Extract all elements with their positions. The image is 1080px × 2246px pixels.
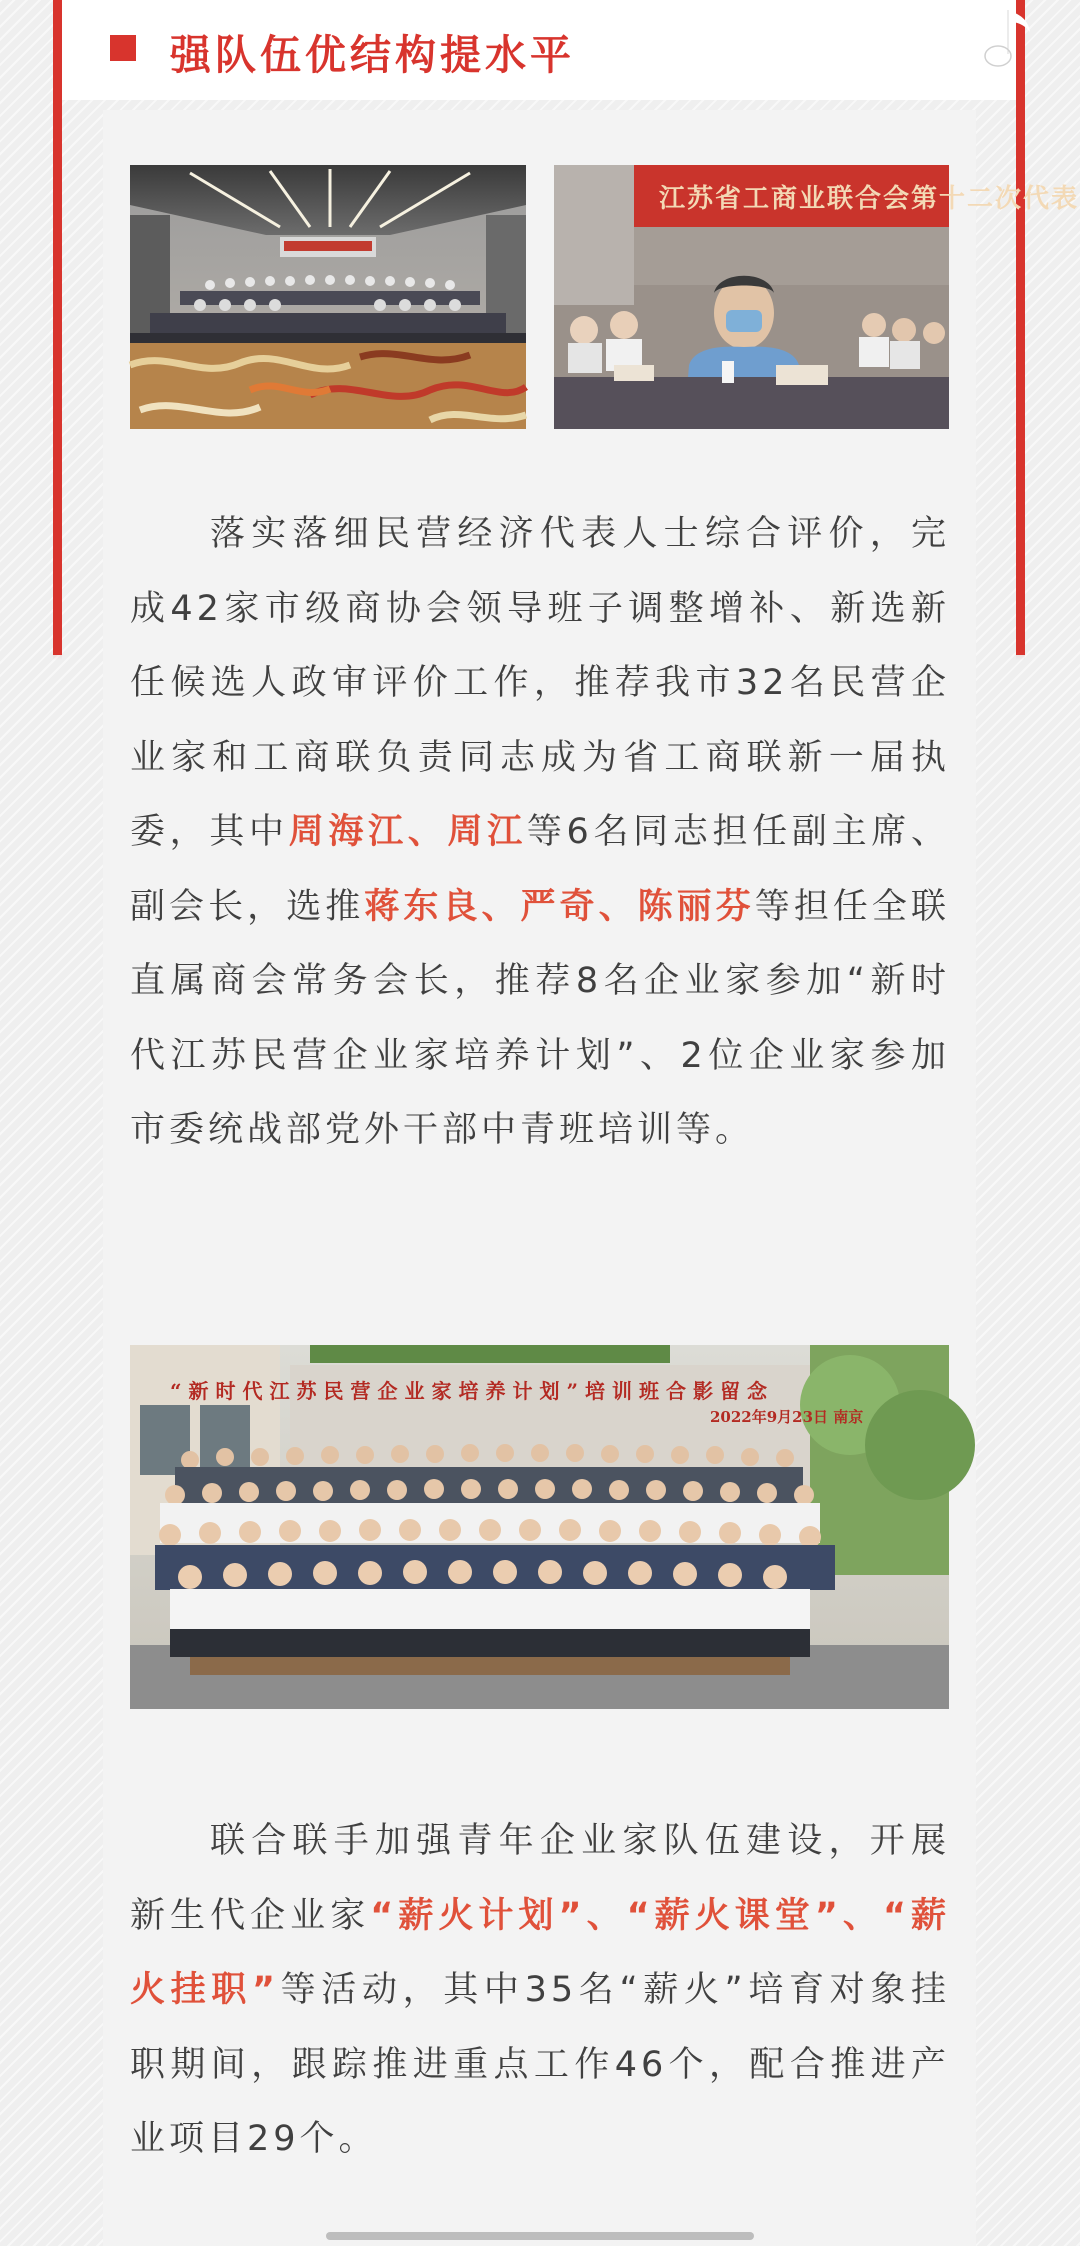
right-border-fade (1016, 600, 1025, 660)
paragraph-cadre-evaluation (130, 497, 950, 1168)
paragraph-text: 等6名同志担任副主席、副会长，选推 (130, 812, 950, 927)
highlight-names: 周海江、周江 (288, 812, 527, 852)
left-border-fade (53, 600, 62, 660)
paragraph-text: 等担任全联直属商会常务会长，推荐8名企业家参加“新时代江苏民营企业家培养计划”、2位企业家参加市委统战部党外干部中青班培训等。 (130, 886, 950, 1150)
meeting-room-photo (130, 165, 526, 429)
group-photo (130, 1345, 949, 1709)
paragraph-young-entrepreneurs (130, 1804, 950, 2177)
paragraph-text: 落实落细民营经济代表人士综合评价，完成42家市级商协会领导班子调整增补、新选新任候选人政审评价工作，推荐我市32名民营企业家和工商联负责同志成为省工商联新一届执委，其中 (130, 514, 950, 852)
paragraph-text: 联合联手加强青年企业家队伍建设，开展新生代企业家 (130, 1821, 950, 1936)
highlight-names: 蒋东良、严奇、陈丽芬 (364, 886, 755, 927)
title-bullet-square (110, 35, 136, 61)
left-border-line (53, 0, 62, 655)
music-note-icon[interactable] (978, 4, 1038, 76)
highlight-programs: “薪火计划”、“薪火课堂”、“薪火挂职” (130, 1895, 950, 2010)
right-border-line (1016, 0, 1025, 655)
group-photo-date: 2022年9月23日 南京 (710, 1408, 864, 1426)
group-photo-caption: “新时代江苏民营企业家培养计划”培训班合影留念 (170, 1379, 775, 1403)
home-indicator-bar[interactable] (326, 2232, 754, 2240)
delegate-photo (554, 165, 1080, 429)
svg-text:江苏省工商业联合会第十二次代表: 江苏省工商业联合会第十二次代表 (659, 184, 1080, 214)
paragraph-text: 等活动，其中35名“薪火”培育对象挂职期间，跟踪推进重点工作46个，配合推进产业项目29个。 (130, 1970, 950, 2159)
section-title: 强队伍优结构提水平 (170, 31, 575, 79)
